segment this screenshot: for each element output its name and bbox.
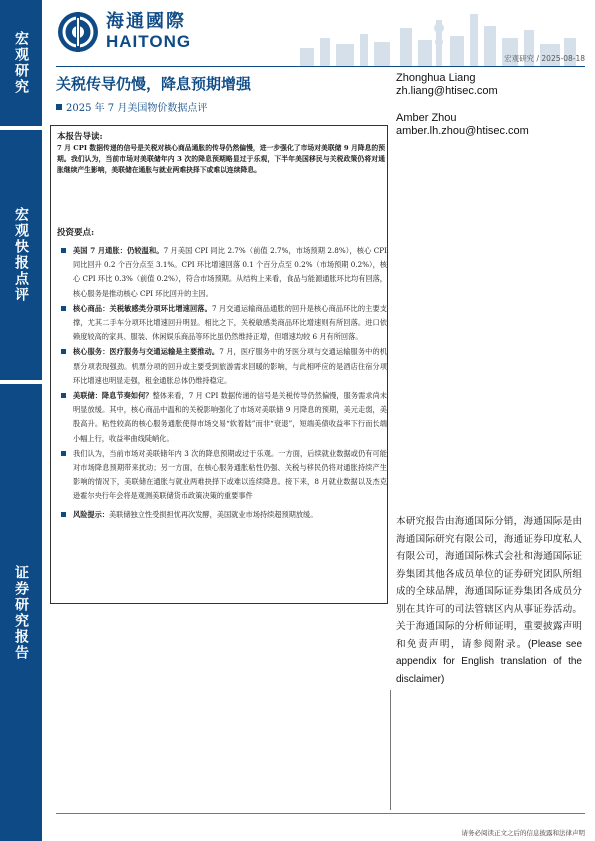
report-subtitle-text: 2025 年 7 月美国物价数据点评 [66,103,208,114]
author-name: Amber Zhou [396,112,457,124]
header-meta [504,53,585,64]
point-text: 7 月交通运输商品通胀的回升是核心商品环比的主要支撑，尤其二手车分项环比增速回升明显。相比之下，关税敏感类商品环比增速则有所回落。进口依赖度较高的家具、服装、休闲娱乐商品等环比虽仍然维持正增，但增速均较 6 月有所回落。 [73,303,387,342]
disclaimer-cn: 本研究报告由海通国际分销，海通国际是由海通国际研究有限公司，海通证券印度私人有限公司，海通国际株式会社和海通国际证券集团其他各成员单位的证券研究团队所组成的全球品牌，海通国际证券集团各成员分别在其许可的司法管辖区内从事证券活动。关于海通国际的分析师证明，重要披露声明和免责声明，请参阅附录。 [396,516,582,650]
author-entry [396,112,529,138]
footer-divider [56,813,585,814]
author-list [396,72,529,152]
investment-point [73,302,387,345]
report-title: 关税传导仍慢，降息预期增强 [56,75,252,93]
investment-point [73,345,387,388]
brand-name-en: HAITONG [106,32,192,51]
header-divider [56,66,585,67]
brand-name-cn: 海通國際 [106,11,186,32]
subtitle-square-icon [56,104,62,110]
sidebar-label-macro-flash: 宏观快报点评 [0,130,42,380]
point-text: 美联储独立性受损担忧再次发酵，美国就业市场持续超预期放缓。 [108,509,318,519]
author-email[interactable]: zh.liang@htisec.com [396,85,498,97]
point-text: 7 月，医疗服务中的牙医分项与交通运输服务中的机票分项表现强劲。机票分项的回升或主要受到旅游需求回暖的影响，与此相呼应的是酒店住宿分项环比增速也明显走强，租金通胀总体仍维持稳定。 [73,347,387,385]
author-entry [396,72,529,98]
brand-logo [56,10,236,54]
guide-text [57,143,385,176]
vertical-divider [390,690,391,810]
investment-points [73,244,387,523]
investment-heading: 投资要点: [57,228,95,238]
point-lead: 核心服务：医疗服务与交通运输是主要推动。 [73,347,220,357]
disclaimer-block [396,513,582,688]
author-email[interactable]: amber.lh.zhou@htisec.com [396,125,529,137]
haitong-logo-icon [56,10,100,54]
disclaimer-en: (Please see appendix for English translation of the disclaimer) [396,638,583,685]
footer-note: 请务必阅读正文之后的信息披露和法律声明 [461,829,585,837]
report-summary-box [50,125,388,604]
author-name: Zhonghua Liang [396,72,476,84]
point-lead: 美国 7 月通胀：仍较温和。 [73,246,164,255]
header-separator: / [536,54,542,63]
investment-point [73,389,387,446]
point-text: 我们认为，当前市场对美联储年内 3 次的降息预期或过于乐观。一方面，后续就业数据或仍有可能对市场降息预期带来扰动；另一方面，在核心服务通胀粘性仍强、关税与移民仍将对通胀持续产生影响的情况下，美联储在通胀与就业两难抉择下或难以连续降息。接下来，8 月就业数据以及杰克逊霍尔央行年会将是观测美联储货币政策决策的重要事件 [73,448,387,501]
point-lead: 风险提示： [73,509,109,519]
point-text: 整体来看，7 月 CPI 数据传递的信号是关税传导仍然偏慢，服务需求尚未明显放缓。其中，核心商品中温和的关税影响强化了市场对美联储 9 月降息的预期，美元走弱，美股高升。粘性较高的核心服务通胀使得市场交易“软着陆”而非“衰退”，短端美债收益率下行而长端小幅上行，收益率曲线陡峭化。 [73,391,387,443]
investment-point [73,447,387,504]
sidebar-label-macro-research: 宏观研究 [0,0,42,126]
sidebar-label-securities-report: 证券研究报告 [0,384,42,841]
investment-point [73,244,387,301]
point-lead: 美联储：降息节奏如何？ [73,391,153,401]
header-category: 宏观研究 [504,54,535,63]
report-subtitle [56,99,207,114]
header-date: 2025-08-18 [541,54,585,63]
point-text: 7 月美国 CPI 同比 2.7%（前值 2.7%，市场预期 2.8%），核心 CPI 同比回升 0.2 个百分点至 3.1%。CPI 环比增速回落 0.1 个百分点至 0.2%（市场预期 0.2%），核心 CPI 环比 0.3%（前值 0.2%），符合市场预期。从结构上来看，食品与能源通胀环比均有回落，核心服务是推动核心 CPI 环比回升的主因。 [73,246,387,298]
guide-body: 7 月 CPI 数据传递的信号是关税对核心商品通胀的传导仍然偏慢，进一步强化了市场对美联储 9 月降息的预期。我们认为，当前市场对美联储年内 3 次的降息预期略显过于乐观，下半年美国移民与关税政策仍将对通胀继续产生影响，美联储在通胀与就业两难抉择下或难以连续降息。 [57,144,385,174]
sidebar [0,0,42,841]
investment-point [73,508,387,522]
point-lead: 核心商品：关税敏感类分项环比增速回落。 [73,303,212,313]
guide-heading: 本报告导读: [57,132,103,142]
